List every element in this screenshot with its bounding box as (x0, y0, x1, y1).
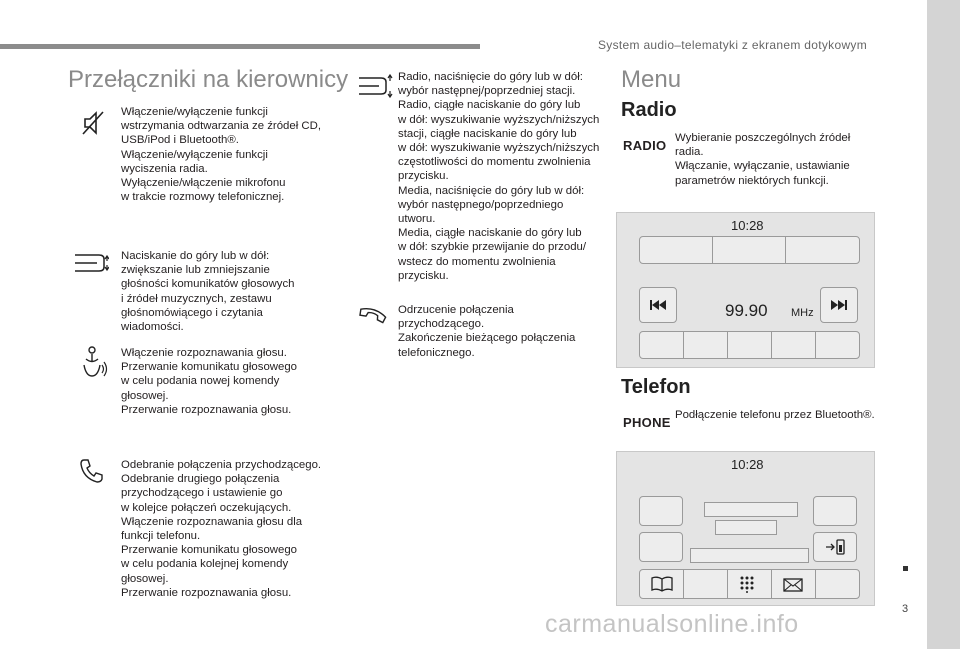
phone-info-field-2 (715, 520, 777, 535)
phone-answer-icon (79, 458, 105, 484)
next-station-button[interactable] (820, 287, 858, 323)
phone-hangup-icon (357, 307, 387, 327)
phone-left-top-button[interactable] (639, 496, 683, 526)
radio-frequency: 99.90 (725, 301, 768, 320)
volume-description: Naciskanie do góry lub w dół: zwiększanie lub zmniejszanie głośności komunikatów głosowych i źródeł muzycznych, zestawu głośnomówiącego i czytania wiadomości. (121, 250, 295, 334)
phone-screen (616, 451, 875, 606)
message-envelope-icon[interactable] (783, 578, 803, 592)
phone-clock: 10:28 (731, 457, 764, 472)
answer-description: Odebranie połączenia przychodzącego. Odebranie drugiego połączenia przychodzącego i ustawienie go w kolejce połączeń oczekujących. Włączenie rozpoznawania głosu dla funkcji telefonu. Przerwanie komunikatu głosowego w celu podania kolejnej komendy głosowej. Przerwanie rozpoznawania głosu. (121, 459, 322, 599)
phone-description: Podłączenie telefonu przez Bluetooth®. (675, 409, 875, 421)
contacts-book-icon[interactable] (651, 576, 673, 592)
phone-subtitle: Telefon (621, 376, 691, 398)
seek-thumbwheel-icon (357, 72, 393, 100)
phone-left-bottom-button[interactable] (639, 532, 683, 562)
phone-right-top-button[interactable] (813, 496, 857, 526)
radio-frequency-unit: MHz (791, 307, 814, 319)
menu-title: Menu (621, 66, 682, 93)
watermark: carmanualsonline.info (545, 610, 799, 638)
phone-bottom-bar[interactable] (639, 569, 860, 599)
page-number: 3 (902, 603, 909, 615)
header-bar (0, 44, 480, 49)
radio-label: RADIO (623, 138, 667, 153)
radio-top-button-row[interactable] (639, 236, 860, 264)
mute-speaker-icon (82, 110, 104, 136)
page-marker (903, 566, 908, 571)
phone-connect-button[interactable] (813, 532, 857, 562)
volume-thumbwheel-icon (73, 250, 109, 276)
seek-description: Radio, naciśnięcie do góry lub w dół: wybór następnej/poprzedniej stacji. Radio, ciągłe naciskanie do góry lub w dół: wyszukiwanie wyższych/niższych stacji, ciągłe naciskanie do góry lub w dół: wyszukiwanie wyższych/niższych częstotliwości do momentu zwolnienia przycisku. Media, naciśnięcie do góry lub w dół: wybór następnego/poprzedniego utworu. Media, ciągłe naciskanie do góry lub w dół: szybkie przewijanie do przodu/ wstecz do momentu zwolnienia przycisku. (398, 71, 600, 282)
previous-station-button[interactable] (639, 287, 677, 323)
keypad-icon[interactable] (739, 575, 755, 593)
phone-label: PHONE (623, 415, 671, 430)
phone-info-field-1 (704, 502, 798, 517)
page-sidebar (927, 0, 960, 649)
phone-connect-icon (825, 539, 845, 555)
voice-recognition-icon (80, 345, 108, 379)
radio-preset-buttons[interactable] (639, 331, 860, 359)
radio-description: Wybieranie poszczególnych źródeł radia. Włączanie, wyłączanie, ustawianie parametrów niektórych funkcji. (675, 132, 851, 187)
mute-description: Włączenie/wyłączenie funkcji wstrzymania odtwarzania ze źródeł CD, USB/iPod i Bluetooth®. Włączenie/wyłączenie funkcji wyciszenia radia. Wyłączenie/włączenie mikrofonu w trakcie rozmowy telefonicznej. (121, 106, 322, 204)
next-icon (830, 298, 848, 312)
page-title: Przełączniki na kierownicy (68, 66, 349, 93)
previous-icon (649, 298, 667, 312)
hangup-description: Odrzucenie połączenia przychodzącego. Zakończenie bieżącego połączenia telefonicznego. (398, 304, 576, 359)
phone-info-field-3 (690, 548, 809, 563)
radio-clock: 10:28 (731, 218, 764, 233)
radio-subtitle: Radio (621, 99, 677, 121)
section-header: System audio–telematyki z ekranem dotykowym (598, 38, 868, 52)
voice-description: Włączenie rozpoznawania głosu. Przerwanie komunikatu głosowego w celu podania nowej komendy głosowej. Przerwanie rozpoznawania głosu. (121, 347, 298, 416)
radio-screen (616, 212, 875, 368)
